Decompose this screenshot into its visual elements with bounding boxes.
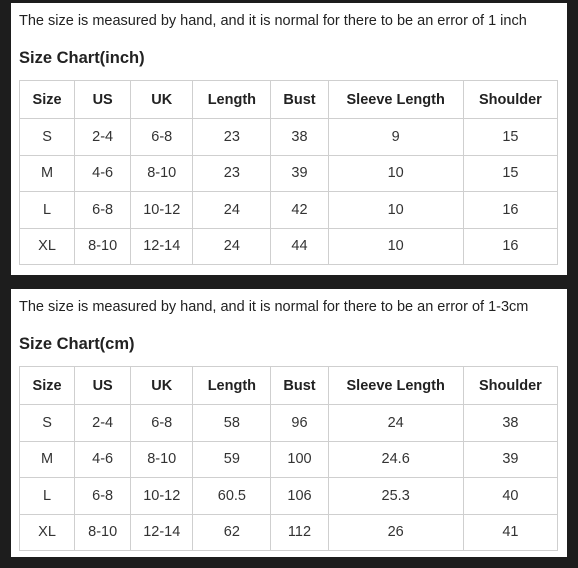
table-cell: S (20, 405, 75, 442)
table-cell: 24 (193, 228, 271, 265)
table-cell: 39 (463, 441, 557, 478)
column-header: Shoulder (463, 367, 557, 405)
table-cell: 39 (271, 155, 328, 192)
table-cell: 112 (271, 514, 328, 551)
table-cell: 12-14 (131, 514, 193, 551)
table-cell: 15 (463, 155, 557, 192)
table-cell: 24 (193, 192, 271, 229)
table-cell: 23 (193, 119, 271, 156)
table-cell: 8-10 (75, 228, 131, 265)
table-cell: 26 (328, 514, 463, 551)
table-cell: M (20, 441, 75, 478)
column-header: Shoulder (463, 81, 557, 119)
table-row (20, 405, 558, 442)
table-cell: 106 (271, 478, 328, 515)
table-cell: 62 (193, 514, 271, 551)
inch-size-chart-panel (11, 3, 567, 275)
column-header: US (75, 367, 131, 405)
table-cell: 15 (463, 119, 557, 156)
table-cell: 41 (463, 514, 557, 551)
table-cell: 23 (193, 155, 271, 192)
table-cell: S (20, 119, 75, 156)
table-cell: 10-12 (131, 192, 193, 229)
table-cell: XL (20, 514, 75, 551)
table-cell: 44 (271, 228, 328, 265)
table-cell: 60.5 (193, 478, 271, 515)
table-cell: 10-12 (131, 478, 193, 515)
table-row (20, 155, 558, 192)
table-row (20, 441, 558, 478)
column-header: Bust (271, 81, 328, 119)
column-header: UK (131, 81, 193, 119)
table-cell: 58 (193, 405, 271, 442)
table-row (20, 119, 558, 156)
table-row (20, 478, 558, 515)
column-header: UK (131, 367, 193, 405)
table-row (20, 228, 558, 265)
table-cell: 59 (193, 441, 271, 478)
column-header: Size (20, 367, 75, 405)
table-cell: 8-10 (131, 441, 193, 478)
table-cell: 2-4 (75, 119, 131, 156)
table-cell: 6-8 (131, 405, 193, 442)
column-header: Bust (271, 367, 328, 405)
table-cell: 16 (463, 228, 557, 265)
table-cell: 38 (271, 119, 328, 156)
column-header: Sleeve Length (328, 367, 463, 405)
inch-size-table (19, 80, 558, 265)
table-row (20, 514, 558, 551)
table-cell: 40 (463, 478, 557, 515)
column-header: US (75, 81, 131, 119)
inch-chart-title: Size Chart(inch) (19, 49, 145, 67)
column-header: Sleeve Length (328, 81, 463, 119)
table-cell: 16 (463, 192, 557, 229)
column-header: Length (193, 367, 271, 405)
table-cell: L (20, 478, 75, 515)
table-cell: 6-8 (131, 119, 193, 156)
inch-measurement-note: The size is measured by hand, and it is normal for there to be an error of 1 inch (19, 13, 527, 29)
cm-chart-title: Size Chart(cm) (19, 335, 135, 353)
table-cell: 4-6 (75, 441, 131, 478)
table-cell: 6-8 (75, 192, 131, 229)
table-header-row (20, 81, 558, 119)
table-cell: 100 (271, 441, 328, 478)
table-cell: L (20, 192, 75, 229)
cm-size-table (19, 366, 558, 551)
table-cell: 42 (271, 192, 328, 229)
table-cell: 25.3 (328, 478, 463, 515)
table-cell: 24.6 (328, 441, 463, 478)
column-header: Length (193, 81, 271, 119)
table-cell: 10 (328, 155, 463, 192)
table-cell: M (20, 155, 75, 192)
table-cell: 38 (463, 405, 557, 442)
table-cell: 10 (328, 228, 463, 265)
table-cell: 6-8 (75, 478, 131, 515)
table-row (20, 192, 558, 229)
table-cell: 4-6 (75, 155, 131, 192)
table-cell: 96 (271, 405, 328, 442)
column-header: Size (20, 81, 75, 119)
cm-size-chart-panel (11, 289, 567, 557)
table-cell: 10 (328, 192, 463, 229)
table-header-row (20, 367, 558, 405)
table-cell: 9 (328, 119, 463, 156)
cm-measurement-note: The size is measured by hand, and it is normal for there to be an error of 1-3cm (19, 299, 529, 315)
table-cell: 8-10 (131, 155, 193, 192)
table-cell: 24 (328, 405, 463, 442)
table-cell: XL (20, 228, 75, 265)
table-cell: 12-14 (131, 228, 193, 265)
table-cell: 2-4 (75, 405, 131, 442)
table-cell: 8-10 (75, 514, 131, 551)
